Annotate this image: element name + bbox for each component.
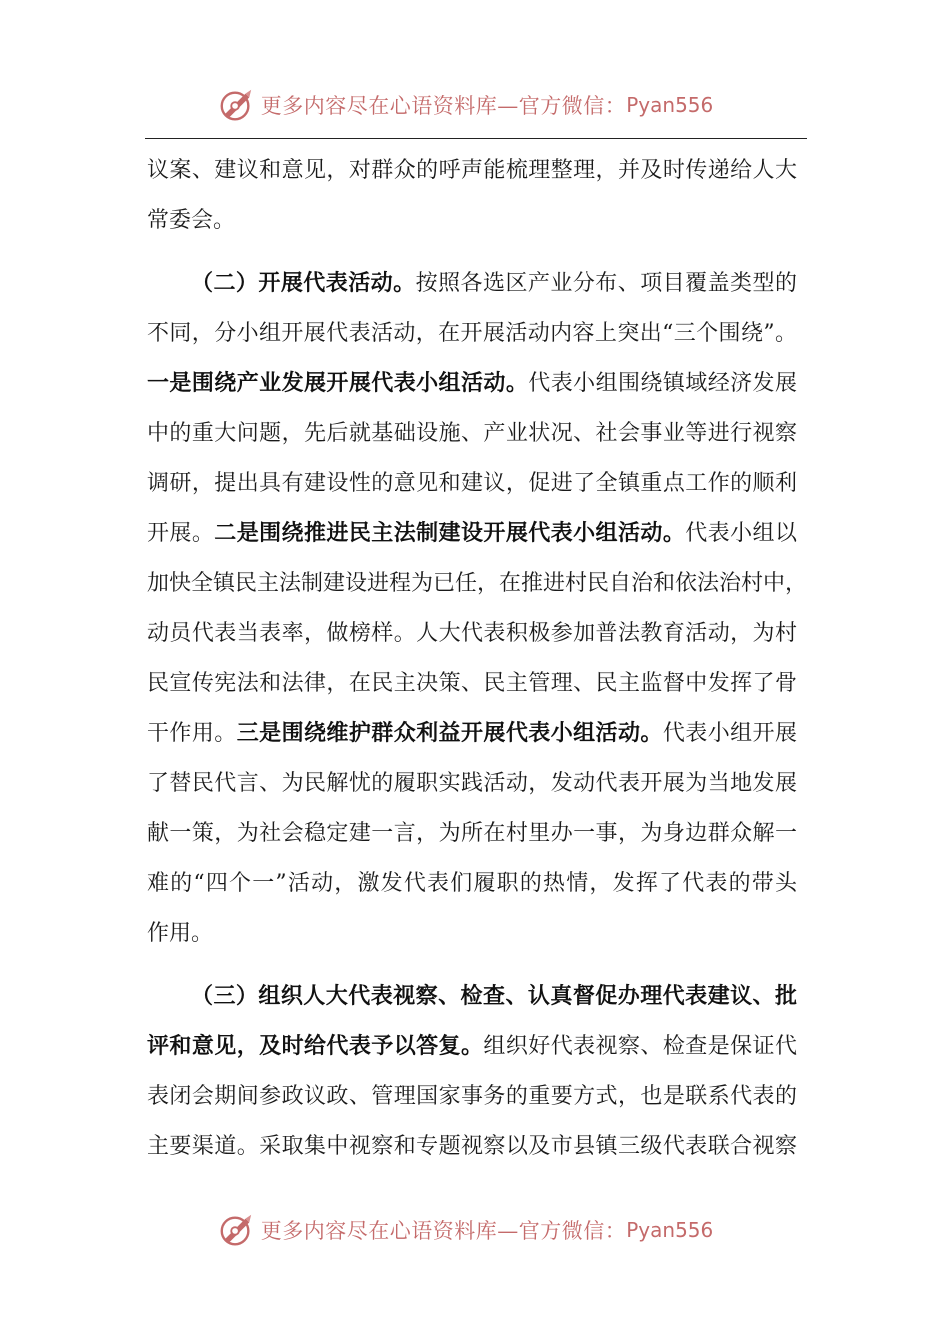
footer-banner: [0, 1205, 950, 1255]
text-line: （二）开展代表活动。按照各选区产业分布、项目覆盖类型的: [191, 271, 797, 296]
footer-banner-text: 更多内容尽在心语资料库—官方微信：: [260, 1219, 627, 1243]
text-line: 议案、建议和意见，对群众的呼声能梳理整理，并及时传递给人大: [147, 158, 797, 183]
text-line: 表闭会期间参政议政、管理国家事务的重要方式，也是联系代表的: [147, 1084, 797, 1109]
footer-banner-account: Pyan556: [626, 1218, 714, 1242]
text-line: [147, 972, 797, 1022]
document-body: [147, 146, 808, 1172]
header-banner: [0, 80, 950, 130]
pen-logo-icon: [217, 86, 255, 124]
bold-phrase: 三是围绕维护群众利益开展代表小组活动。: [236, 721, 663, 746]
text-line: 加快全镇民主法制建设进程为已任，在推进村民自治和依法治村中，: [147, 571, 808, 596]
section-heading: （三）组织人大代表视察、检查、认真督促办理代表建议、批: [191, 984, 797, 1009]
text-line: 开展。二是围绕推进民主法制建设开展代表小组活动。代表小组以: [147, 521, 797, 546]
section-heading: 评和意见，及时给代表予以答复。: [147, 1034, 484, 1059]
bold-phrase: 二是围绕推进民主法制建设开展代表小组活动。: [214, 521, 686, 546]
text-line: 动员代表当表率，做榜样。人大代表积极参加普法教育活动，为村: [147, 621, 797, 646]
text-line: 主要渠道。采取集中视察和专题视察以及市县镇三级代表联合视察: [147, 1134, 797, 1159]
header-banner-text: 更多内容尽在心语资料库—官方微信：: [260, 94, 627, 118]
text-line: 民宣传宪法和法律，在民主决策、民主管理、民主监督中发挥了骨: [147, 671, 797, 696]
text-line: 作用。: [147, 921, 214, 946]
text-line: 难的“四个一”活动，激发代表们履职的热情，发挥了代表的带头: [147, 871, 797, 896]
text-line: 评和意见，及时给代表予以答复。组织好代表视察、检查是保证代: [147, 1034, 797, 1059]
text-line: 献一策，为社会稳定建一言，为所在村里办一事，为身边群众解一: [147, 821, 797, 846]
text-line: 常委会。: [147, 208, 236, 233]
text-line: 干作用。三是围绕维护群众利益开展代表小组活动。代表小组开展: [147, 721, 797, 746]
header-banner-account: Pyan556: [626, 93, 714, 117]
text-line: 一是围绕产业发展开展代表小组活动。代表小组围绕镇域经济发展: [147, 371, 797, 396]
text-line: 了替民代言、为民解忧的履职实践活动，发动代表开展为当地发展: [147, 771, 797, 796]
text-line: 不同，分小组开展代表活动，在开展活动内容上突出“三个围绕”。: [147, 321, 797, 346]
text-line: 中的重大问题，先后就基础设施、产业状况、社会事业等进行视察: [147, 421, 797, 446]
pen-logo-icon: [217, 1211, 255, 1249]
text-line: 调研，提出具有建设性的意见和建议，促进了全镇重点工作的顺利: [147, 471, 797, 496]
section-heading: （二）开展代表活动。: [191, 271, 416, 296]
header-rule: [145, 138, 807, 139]
bold-phrase: 一是围绕产业发展开展代表小组活动。: [147, 371, 529, 396]
